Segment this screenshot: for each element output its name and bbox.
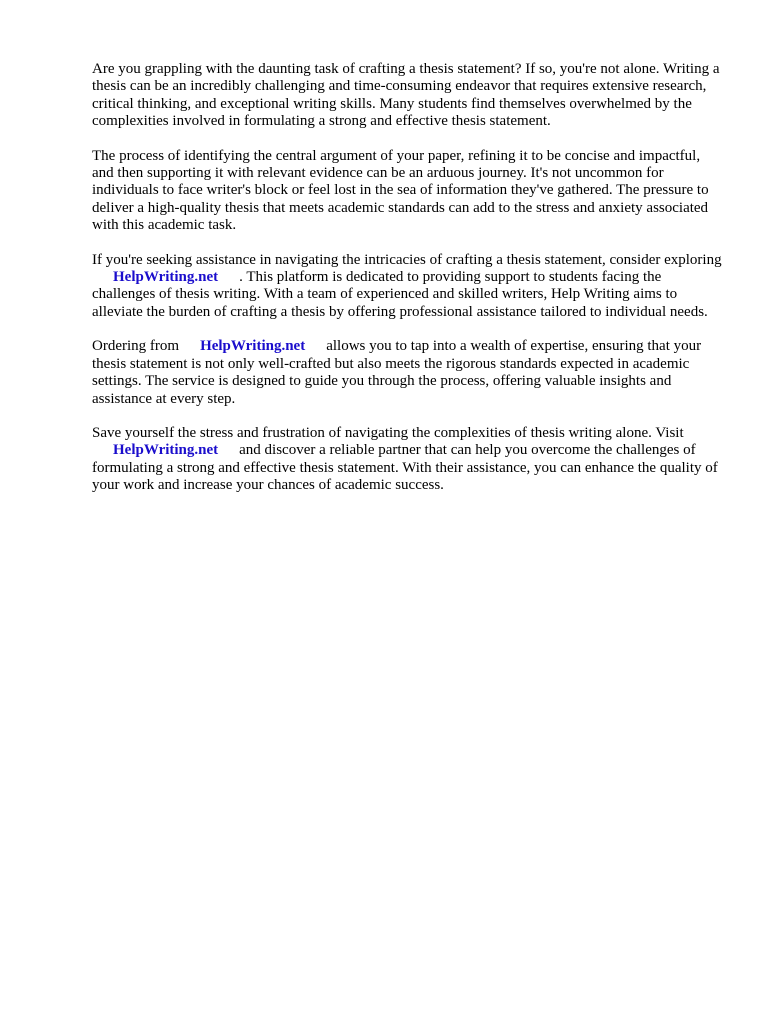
helpwriting-link[interactable]: HelpWriting.net xyxy=(200,338,306,355)
paragraph-assistance-text-after: . This platform is dedicated to providing support to students facing the challenges of thesis writing. With a team of experienced and skilled writers, Help Writing aims to alleviate the burden of crafting a thesis by offering professional assistance tailored to individual needs. xyxy=(92,269,708,320)
paragraph-assistance xyxy=(92,252,724,322)
document-page xyxy=(92,61,724,512)
paragraph-conclusion-text-after: and discover a reliable partner that can help you overcome the challenges of formulating a strong and effective thesis statement. With their assistance, you can enhance the quality of your work and increase your chances of academic success. xyxy=(92,442,718,494)
helpwriting-link[interactable]: HelpWriting.net xyxy=(113,269,219,286)
paragraph-ordering xyxy=(92,338,724,408)
helpwriting-link[interactable]: HelpWriting.net xyxy=(113,442,219,459)
paragraph-ordering-text-after: allows you to tap into a wealth of expertise, ensuring that your thesis statement is not only well-crafted but also meets the rigorous standards expected in academic settings. The service is designed to guide you through the process, offering valuable insights and assistance at every step. xyxy=(92,338,702,407)
paragraph-conclusion xyxy=(92,425,724,495)
paragraph-process: The process of identifying the central argument of your paper, refining it to be concise and impactful, and then supporting it with relevant evidence can be an arduous journey. It's not uncommon for individuals to face writer's block or feel lost in the sea of information they've gathered. The pressure to deliver a high-quality thesis that meets academic standards can add to the stress and anxiety associated with this academic task. xyxy=(92,147,709,234)
paragraph-intro: Are you grappling with the daunting task of crafting a thesis statement? If so, you're not alone. Writing a thesis can be an incredibly challenging and time-consuming endeavor that requires extensive research, critical thinking, and exceptional writing skills. Many students find themselves overwhelmed by the complexities involved in formulating a strong and effective thesis statement. xyxy=(92,61,720,130)
paragraph-conclusion-text-before: Save yourself the stress and frustration of navigating the complexities of thesis writing alone. Visit xyxy=(92,424,684,441)
paragraph-ordering-text-before: Ordering from xyxy=(92,338,180,355)
paragraph-assistance-text-before: If you're seeking assistance in navigating the intricacies of crafting a thesis statement, consider exploring xyxy=(92,251,722,268)
